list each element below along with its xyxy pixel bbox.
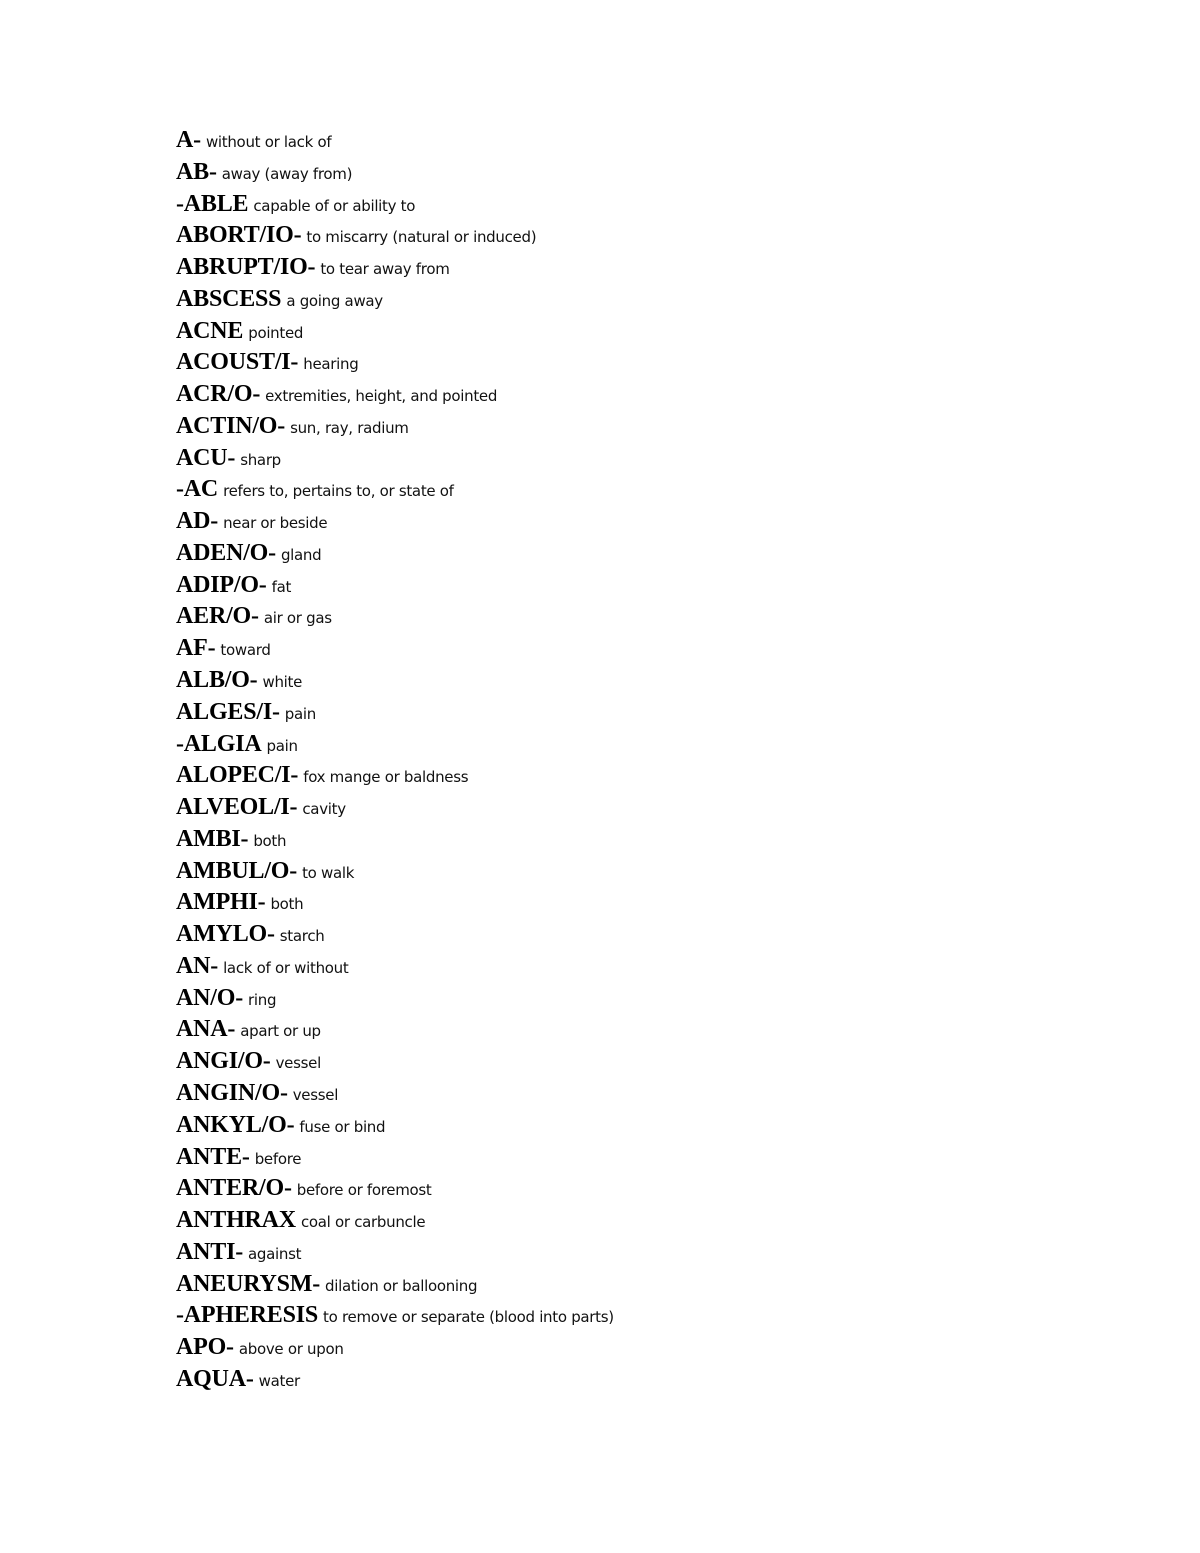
entry-definition: sun, ray, radium xyxy=(290,418,409,437)
glossary-entry xyxy=(176,1205,614,1237)
entry-term: ACR/O- xyxy=(176,381,261,408)
entry-term: -ALGIA xyxy=(176,730,262,757)
entry-definition: fat xyxy=(271,577,292,596)
entry-term: ALOPEC/I- xyxy=(176,762,299,789)
entry-definition: pointed xyxy=(248,323,304,342)
glossary-entry xyxy=(176,1014,614,1046)
glossary-entry xyxy=(176,633,614,665)
glossary-entry xyxy=(176,1078,614,1110)
entry-term: ALB/O- xyxy=(176,667,258,694)
entry-definition: above or upon xyxy=(238,1340,344,1359)
entry-term: AMBUL/O- xyxy=(176,857,298,884)
glossary-entry xyxy=(176,665,614,697)
entry-definition: before or foremost xyxy=(296,1181,432,1200)
entry-definition: air or gas xyxy=(263,609,332,628)
entry-definition: both xyxy=(270,895,304,914)
entry-term: ALGES/I- xyxy=(176,698,280,725)
entry-term: ACTIN/O- xyxy=(176,412,286,439)
entry-term: AMYLO- xyxy=(176,921,275,948)
entry-term: ANEURYSM- xyxy=(176,1270,321,1297)
entry-term: -APHERESIS xyxy=(176,1302,319,1329)
entry-definition: away (away from) xyxy=(221,164,353,183)
glossary-entry xyxy=(176,856,614,888)
glossary-entry xyxy=(176,601,614,633)
entry-term: AQUA- xyxy=(176,1365,254,1392)
glossary-list xyxy=(176,125,614,1396)
glossary-entry xyxy=(176,474,614,506)
glossary-entry xyxy=(176,1269,614,1301)
entry-term: -AC xyxy=(176,476,219,503)
entry-definition: without or lack of xyxy=(205,133,332,151)
entry-definition: cavity xyxy=(302,800,346,819)
entry-definition: coal or carbuncle xyxy=(300,1213,426,1232)
entry-term: AN/O- xyxy=(176,984,243,1011)
glossary-entry xyxy=(176,443,614,475)
entry-definition: refers to, pertains to, or state of xyxy=(223,482,454,501)
entry-definition: both xyxy=(253,831,287,850)
glossary-entry xyxy=(176,760,614,792)
glossary-entry xyxy=(176,220,614,252)
entry-definition: toward xyxy=(220,641,271,660)
entry-definition: fox mange or baldness xyxy=(303,768,469,787)
entry-term: ANTER/O- xyxy=(176,1175,292,1202)
glossary-entry xyxy=(176,284,614,316)
glossary-entry xyxy=(176,157,614,189)
glossary-entry xyxy=(176,538,614,570)
entry-definition: lack of or without xyxy=(223,958,349,977)
entry-definition: fuse or bind xyxy=(299,1117,386,1136)
entry-term: ADIP/O- xyxy=(176,571,267,598)
entry-definition: sharp xyxy=(240,450,281,469)
entry-term: ANTI- xyxy=(176,1238,244,1265)
entry-term: AMBI- xyxy=(176,825,249,852)
glossary-entry xyxy=(176,1237,614,1269)
glossary-entry xyxy=(176,951,614,983)
entry-definition: water xyxy=(258,1371,300,1390)
entry-definition: apart or up xyxy=(240,1022,321,1041)
entry-term: AB- xyxy=(176,158,217,185)
entry-definition: white xyxy=(262,673,303,692)
glossary-entry xyxy=(176,729,614,761)
glossary-entry xyxy=(176,1110,614,1142)
entry-definition: near or beside xyxy=(223,514,328,533)
entry-definition: dilation or ballooning xyxy=(325,1276,478,1295)
entry-definition: hearing xyxy=(303,355,359,374)
entry-definition: to remove or separate (blood into parts) xyxy=(323,1308,614,1327)
glossary-entry xyxy=(176,411,614,443)
entry-definition: pain xyxy=(284,704,316,723)
entry-term: ABRUPT/IO- xyxy=(176,254,316,281)
glossary-entry xyxy=(176,347,614,379)
entry-term: AMPHI- xyxy=(176,889,266,916)
entry-definition: before xyxy=(254,1149,302,1168)
entry-term: ANGI/O- xyxy=(176,1048,271,1075)
entry-definition: vessel xyxy=(292,1085,339,1104)
entry-definition: pain xyxy=(266,736,298,755)
glossary-entry xyxy=(176,1142,614,1174)
glossary-entry xyxy=(176,792,614,824)
glossary-entry xyxy=(176,189,614,221)
entry-definition: starch xyxy=(279,927,325,946)
glossary-entry xyxy=(176,506,614,538)
entry-term: -ABLE xyxy=(176,190,249,217)
glossary-entry xyxy=(176,1300,614,1332)
entry-term: ANTHRAX xyxy=(176,1207,296,1234)
entry-definition: vessel xyxy=(275,1054,321,1073)
entry-term: ALVEOL/I- xyxy=(176,794,298,821)
glossary-entry xyxy=(176,697,614,729)
glossary-entry xyxy=(176,887,614,919)
glossary-entry xyxy=(176,379,614,411)
glossary-entry xyxy=(176,1332,614,1364)
entry-definition: against xyxy=(248,1244,302,1263)
glossary-entry xyxy=(176,252,614,284)
entry-term: AD- xyxy=(176,508,219,535)
entry-definition: to walk xyxy=(302,863,355,882)
glossary-entry xyxy=(176,983,614,1015)
entry-term: ANKYL/O- xyxy=(176,1111,295,1138)
glossary-entry xyxy=(176,125,614,157)
entry-term: ACU- xyxy=(176,444,236,471)
glossary-entry xyxy=(176,1173,614,1205)
glossary-entry xyxy=(176,1364,614,1396)
entry-definition: capable of or ability to xyxy=(253,196,416,215)
glossary-entry xyxy=(176,316,614,348)
entry-term: ACOUST/I- xyxy=(176,349,299,376)
entry-definition: ring xyxy=(248,990,277,1009)
entry-term: ANGIN/O- xyxy=(176,1079,288,1106)
entry-definition: to tear away from xyxy=(320,260,450,279)
entry-term: AF- xyxy=(176,635,216,662)
entry-definition: to miscarry (natural or induced) xyxy=(306,228,537,247)
glossary-entry xyxy=(176,570,614,602)
glossary-entry xyxy=(176,919,614,951)
entry-term: AER/O- xyxy=(176,603,259,630)
glossary-entry xyxy=(176,1046,614,1078)
entry-term: ABSCESS xyxy=(176,285,282,312)
entry-term: ANA- xyxy=(176,1016,236,1043)
entry-definition: gland xyxy=(280,545,322,564)
entry-term: ACNE xyxy=(176,317,244,344)
glossary-entry xyxy=(176,824,614,856)
entry-term: A- xyxy=(176,127,201,153)
entry-term: ABORT/IO- xyxy=(176,222,302,249)
entry-definition: extremities, height, and pointed xyxy=(265,387,498,406)
entry-definition: a going away xyxy=(286,291,383,310)
entry-term: AN- xyxy=(176,952,219,979)
entry-term: APO- xyxy=(176,1334,234,1361)
entry-term: ADEN/O- xyxy=(176,539,276,566)
entry-term: ANTE- xyxy=(176,1143,250,1170)
